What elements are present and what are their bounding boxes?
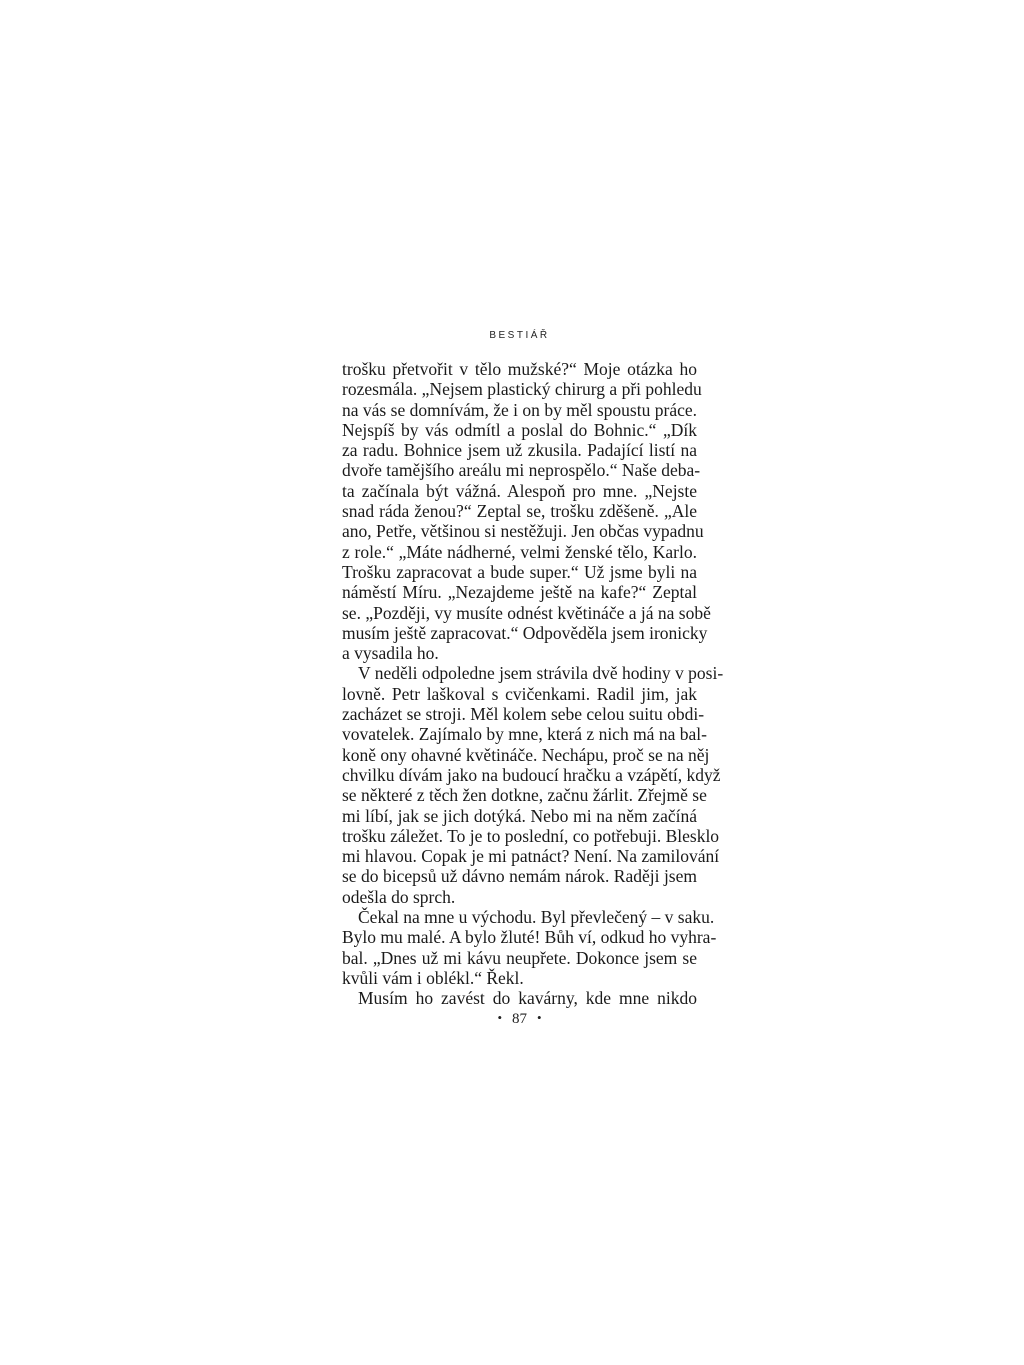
text-line: kvůli vám i oblékl.“ Řekl. [342, 967, 524, 988]
page-number: 87 [512, 1011, 527, 1027]
text-line: odešla do sprch. [342, 886, 456, 907]
text-line: ano, Petře, většinou si nestěžuji. Jen občas vypadnu [342, 521, 704, 542]
text-line: zacházet se stroji. Měl kolem sebe celou suitu obdi- [342, 704, 705, 725]
text-line: ta začínala být vážná. Alespoň pro mne. „Nejste [342, 480, 697, 501]
text-line: mi líbí, jak se jich dotýká. Nebo mi na něm začíná [342, 805, 697, 826]
text-line: mi hlavou. Copak je mi patnáct? Není. Na zamilování [342, 846, 720, 867]
text-line: Trošku zapracovat a bude super.“ Už jsme byli na [342, 561, 697, 582]
text-line: náměstí Míru. „Nezajdeme ještě na kafe?“ Zeptal [342, 582, 697, 603]
paragraph-first-line: Musím ho zavést do kavárny, kde mne nikdo [358, 988, 697, 1009]
bullet-icon: • [537, 1010, 542, 1025]
text-line: dvoře tamějšího areálu mi neprospělo.“ Naše deba- [342, 460, 701, 481]
text-line: snad ráda ženou?“ Zeptal se, trošku zděšeně. „Ale [342, 501, 697, 522]
text-line: musím ještě zapracovat.“ Odpověděla jsem ironicky [342, 622, 708, 643]
body-text [342, 359, 724, 1009]
bullet-icon: • [497, 1010, 502, 1025]
text-line: a vysadila ho. [342, 643, 439, 664]
text-line: z role.“ „Máte nádherné, velmi ženské tělo, Karlo. [342, 541, 697, 562]
text-line: na vás se domnívám, že i on by měl spoustu práce. [342, 399, 697, 420]
text-line: bal. „Dnes už mi kávu neupřete. Dokonce jsem se [342, 947, 697, 968]
text-line: chvilku dívám jako na budoucí hračku a vzápětí, když [342, 764, 721, 785]
text-line: Bylo mu malé. A bylo žluté! Bůh ví, odkud ho vyhra- [342, 927, 717, 948]
page-footer [342, 1010, 697, 1028]
text-line: trošku záležet. To je to poslední, co potřebuji. Blesklo [342, 825, 720, 846]
text-line: vovatelek. Zajímalo by mne, která z nich má na bal- [342, 724, 707, 745]
text-line: se do bicepsů už dávno nemám nárok. Raději jsem [342, 866, 697, 887]
paragraph-first-line: Čekal na mne u východu. Byl převlečený – v saku. [358, 907, 715, 928]
text-line: za radu. Bohnice jsem už zkusila. Padající listí na [342, 440, 697, 461]
text-line: Nejspíš by vás odmítl a poslal do Bohnic.“ „Dík [342, 419, 697, 440]
text-line: trošku přetvořit v tělo mužské?“ Moje otázka ho [342, 359, 697, 379]
paragraph-first-line: V neděli odpoledne jsem strávila dvě hodiny v posi- [358, 663, 724, 684]
text-line: koně ony ohavné květináče. Nechápu, proč se na něj [342, 744, 710, 765]
running-head: BESTIÁŘ [489, 330, 550, 341]
text-line: rozesmála. „Nejsem plastický chirurg a při pohledu [342, 379, 702, 400]
text-line: se některé z těch žen dotkne, začnu žárlit. Zřejmě se [342, 785, 707, 806]
text-line: lovně. Petr laškoval s cvičenkami. Radil jim, jak [342, 683, 697, 704]
text-line: se. „Později, vy musíte odnést květináče a já na sobě [342, 602, 711, 623]
